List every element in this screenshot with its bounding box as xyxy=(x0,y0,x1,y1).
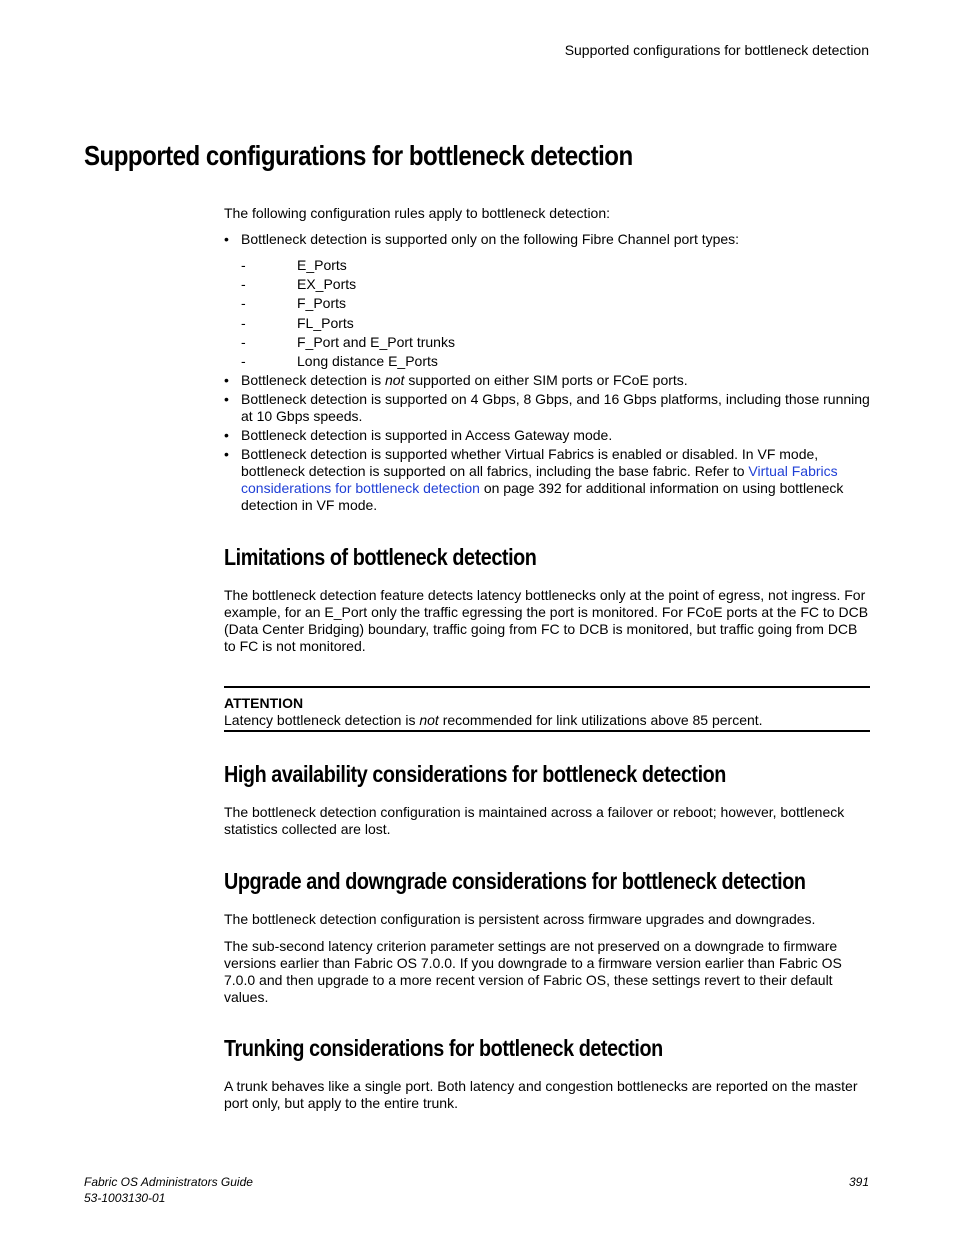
trunking-paragraph: A trunk behaves like a single port. Both latency and congestion bottlenecks are reported on the master port only, but apply to the entire trunk. xyxy=(224,1078,858,1111)
list-item xyxy=(224,391,872,425)
bullet-marker: • xyxy=(224,446,229,462)
upgrade-paragraph-2: The sub-second latency criterion parameter settings are not preserved on a downgrade to firmware versions earlier than Fabric OS 7.0.0. If you downgrade to a firmware version earlier than Fabric OS 7.0.0 and then upgrade to a more recent version of Fabric OS, these settings revert to their default values. xyxy=(224,938,842,1005)
attention-top-rule xyxy=(224,686,870,688)
bullet-marker: • xyxy=(224,231,229,247)
limitations-paragraph: The bottleneck detection feature detects latency bottlenecks only at the point of egress, not ingress. For example, for an E_Port only the traffic egressing the port is monitored. For FCoE ports at the FC to DCB (Data Center Bridging) boundary, traffic going from FC to DCB is monitored, but traffic going from DCB to FC is not monitored. xyxy=(224,587,869,654)
section-heading-trunking: Trunking considerations for bottleneck detection xyxy=(224,1035,663,1061)
port-type-label: F_Ports xyxy=(297,295,347,311)
footer-page-number: 391 xyxy=(848,1175,869,1189)
dash-marker: - xyxy=(241,353,246,369)
dash-marker: - xyxy=(241,257,246,273)
list-item xyxy=(224,231,872,248)
list-item xyxy=(224,427,872,444)
bullet-text: Bottleneck detection is supported only on the following Fibre Channel port types: xyxy=(241,231,740,247)
bullet-text: Bottleneck detection is supported in Access Gateway mode. xyxy=(241,427,613,443)
attention-bottom-rule xyxy=(224,730,870,732)
section-heading-upgrade: Upgrade and downgrade considerations for bottleneck detection xyxy=(224,868,806,894)
dash-marker: - xyxy=(241,315,246,331)
section-heading-limitations: Limitations of bottleneck detection xyxy=(224,544,537,570)
bullet-text: Bottleneck detection is supported on 4 Gbps, 8 Gbps, and 16 Gbps platforms, including those running at 10 Gbps speeds. xyxy=(241,391,870,424)
bullet-text xyxy=(241,372,872,389)
upgrade-paragraph-1: The bottleneck detection configuration is persistent across firmware upgrades and downgrades. xyxy=(224,911,816,927)
port-type-label: F_Port and E_Port trunks xyxy=(297,334,455,350)
emphasis-not: not xyxy=(419,712,439,728)
dash-marker: - xyxy=(241,295,246,311)
section-heading-high-availability: High availability considerations for bottleneck detection xyxy=(224,761,726,787)
vf-considerations-link[interactable]: Virtual Fabrics considerations for bottleneck detection xyxy=(241,463,838,496)
port-type-label: FL_Ports xyxy=(297,315,354,331)
attention-text-end: recommended for link utilizations above 85 percent. xyxy=(438,712,763,728)
attention-text xyxy=(224,712,872,729)
bullet-marker: • xyxy=(224,427,229,443)
footer-doc-number: 53-1003130-01 xyxy=(84,1191,166,1205)
bullet-text-end: supported on either SIM ports or FCoE ports. xyxy=(404,372,688,388)
dash-marker: - xyxy=(241,276,246,292)
bullet-marker: • xyxy=(224,372,229,388)
bullet-marker: • xyxy=(224,391,229,407)
port-type-label: Long distance E_Ports xyxy=(297,353,438,369)
page-title: Supported configurations for bottleneck detection xyxy=(84,140,633,171)
emphasis-not: not xyxy=(384,372,405,388)
port-type-label: EX_Ports xyxy=(297,276,357,292)
intro-paragraph: The following configuration rules apply to bottleneck detection: xyxy=(224,205,611,221)
dash-marker: - xyxy=(241,334,246,350)
port-type-label: E_Ports xyxy=(297,257,347,273)
footer-guide-title: Fabric OS Administrators Guide xyxy=(84,1175,253,1189)
running-header: Supported configurations for bottleneck detection xyxy=(564,42,869,58)
attention-label: ATTENTION xyxy=(224,695,304,711)
attention-text-start: Latency bottleneck detection is xyxy=(224,712,420,728)
bullet-text-start: Bottleneck detection is supported whether Virtual Fabrics is enabled or disabled. In VF mode, bottleneck detection is supported on all fabrics, including the base fabric. Refer to xyxy=(241,446,819,479)
bullet-text xyxy=(241,446,872,514)
bullet-text-end: on page 392 for additional information on using bottleneck detection in VF mode. xyxy=(241,480,844,513)
ha-paragraph: The bottleneck detection configuration is maintained across a failover or reboot; however, bottleneck statistics collected are lost. xyxy=(224,804,845,837)
list-item xyxy=(224,446,872,514)
list-item xyxy=(224,372,872,389)
bullet-text-start: Bottleneck detection is xyxy=(241,372,385,388)
